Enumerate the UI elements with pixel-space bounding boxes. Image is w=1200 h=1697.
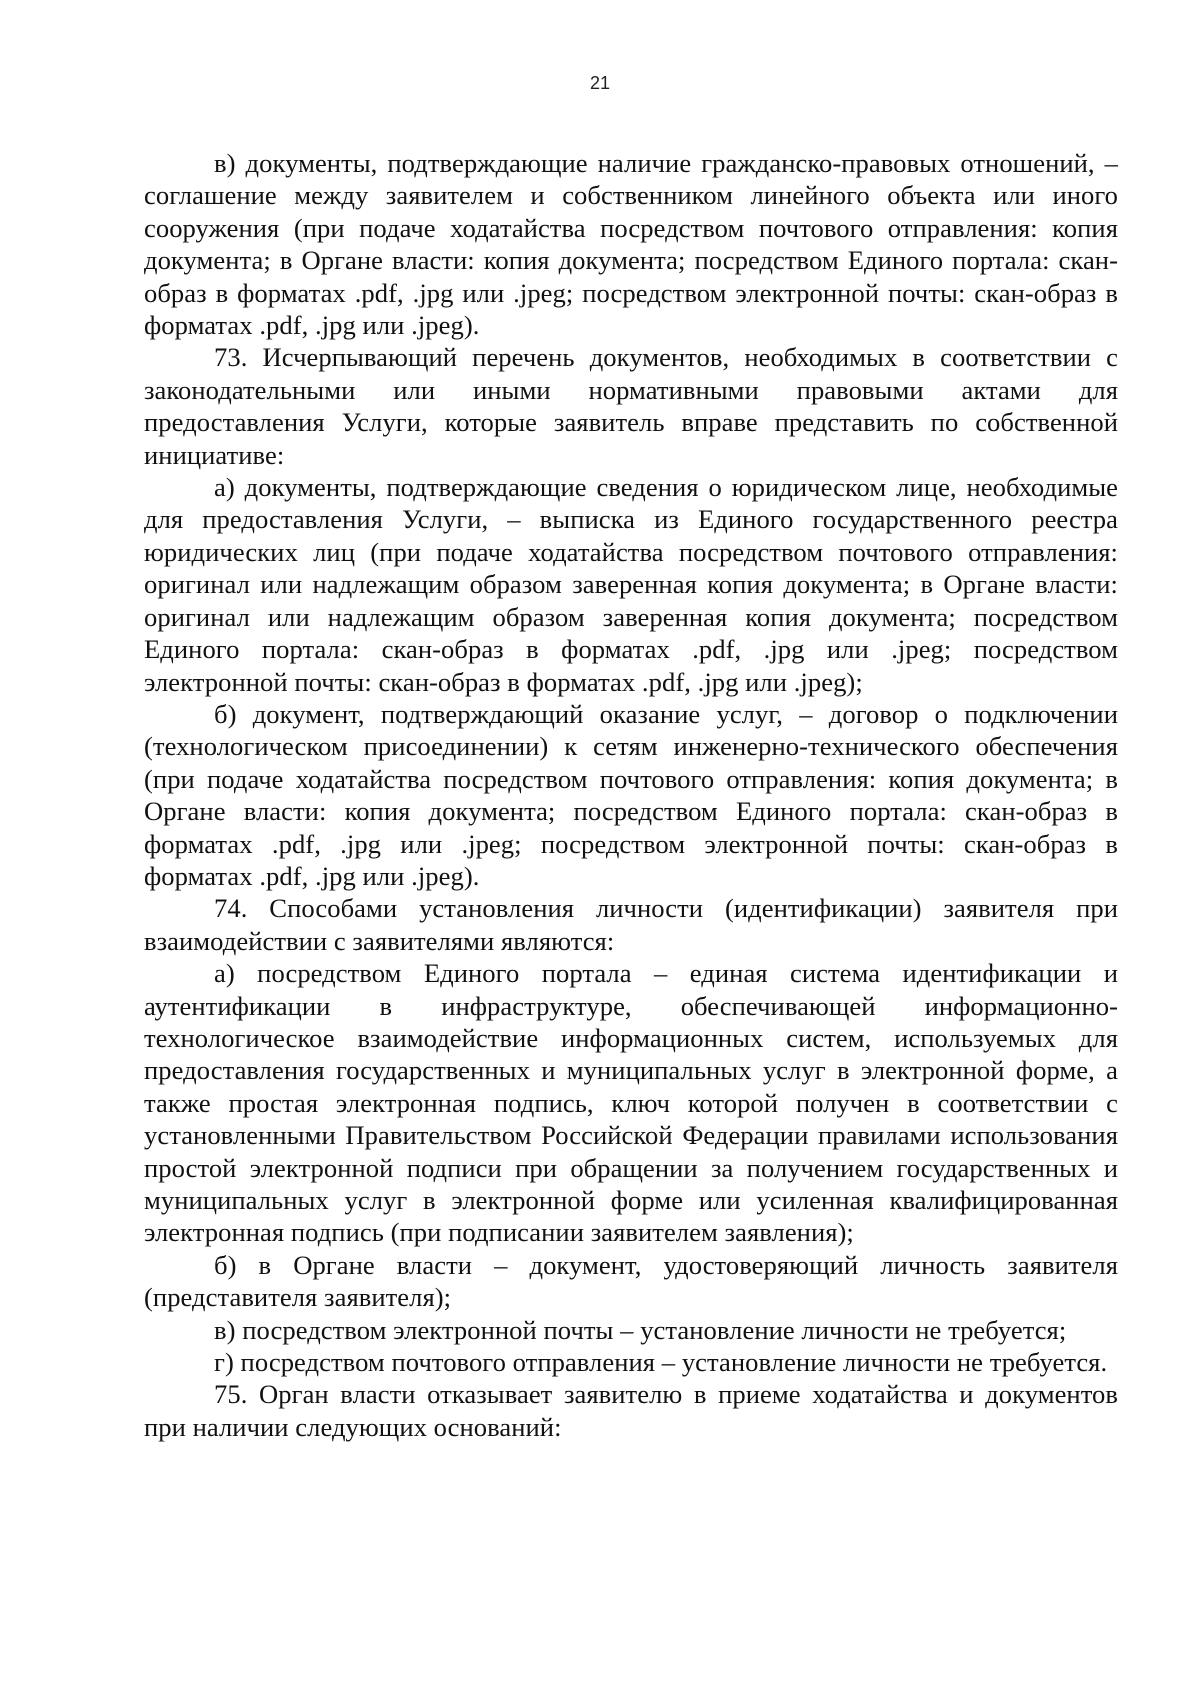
page-number: 21: [589, 73, 611, 93]
paragraph-73-a: а) документы, подтверждающие сведения о юридическом лице, необходимые для предоставления Услуги, – выписка из Единого государственного реестра юридических лиц (при подаче ходатайства посредством почтового отправления: оригинал или надлежащим образом заверенная копия документа; в Органе власти: оригинал или надлежащим образом заверенная копия документа; посредством Единого портала: скан-образ в форматах .pdf, .jpg или .jpeg; посредством электронной почты: скан-образ в форматах .pdf, .jpg или .jpeg);: [144, 472, 1118, 697]
document-body: [144, 147, 1118, 1443]
paragraph-74-v: в) посредством электронной почты – установление личности не требуется;: [214, 1314, 1067, 1345]
paragraph-74-a: а) посредством Единого портала – единая система идентификации и аутентификации в инфраструктуре, обеспечивающей информационно-технологическое взаимодействие информационных систем, используемых для предоставления государственных и муниципальных услуг в электронной форме, а также простая электронная подпись, ключ которой получен в соответствии с установленными Правительством Российской Федерации правилами использования простой электронной подписи при обращении за получением государственных и муниципальных услуг в электронной форме или усиленная квалифицированная электронная подпись (при подписании заявителем заявления);: [144, 958, 1118, 1248]
paragraph-74-b: б) в Органе власти – документ, удостоверяющий личность заявителя (представителя заявителя);: [144, 1249, 1118, 1313]
paragraph-73: 73. Исчерпывающий перечень документов, необходимых в соответствии с законодательными или иными нормативными правовыми актами для предоставления Услуги, которые заявитель вправе представить по собственной инициативе:: [144, 342, 1118, 470]
paragraph-72-v: в) документы, подтверждающие наличие гражданско-правовых отношений, – соглашение между заявителем и собственником линейного объекта или иного сооружения (при подаче ходатайства посредством почтового отправления: копия документа; в Органе власти: копия документа; посредством Единого портала: скан-образ в форматах .pdf, .jpg или .jpeg; посредством электронной почты: скан-образ в форматах .pdf, .jpg или .jpeg).: [144, 148, 1118, 341]
paragraph-75: 75. Орган власти отказывает заявителю в приеме ходатайства и документов при наличии следующих оснований:: [144, 1379, 1118, 1442]
paragraph-73-b: б) документ, подтверждающий оказание услуг, – договор о подключении (технологическом присоединении) к сетям инженерно-технического обеспечения (при подаче ходатайства посредством почтового отправления: копия документа; в Органе власти: копия документа; посредством Единого портала: скан-образ в форматах .pdf, .jpg или .jpeg; посредством электронной почты: скан-образ в форматах .pdf, .jpg или .jpeg).: [144, 698, 1118, 891]
paragraph-74: 74. Способами установления личности (идентификации) заявителя при взаимодействии с заявителями являются:: [144, 893, 1118, 956]
paragraph-74-g: г) посредством почтового отправления – установление личности не требуется.: [214, 1347, 1108, 1378]
